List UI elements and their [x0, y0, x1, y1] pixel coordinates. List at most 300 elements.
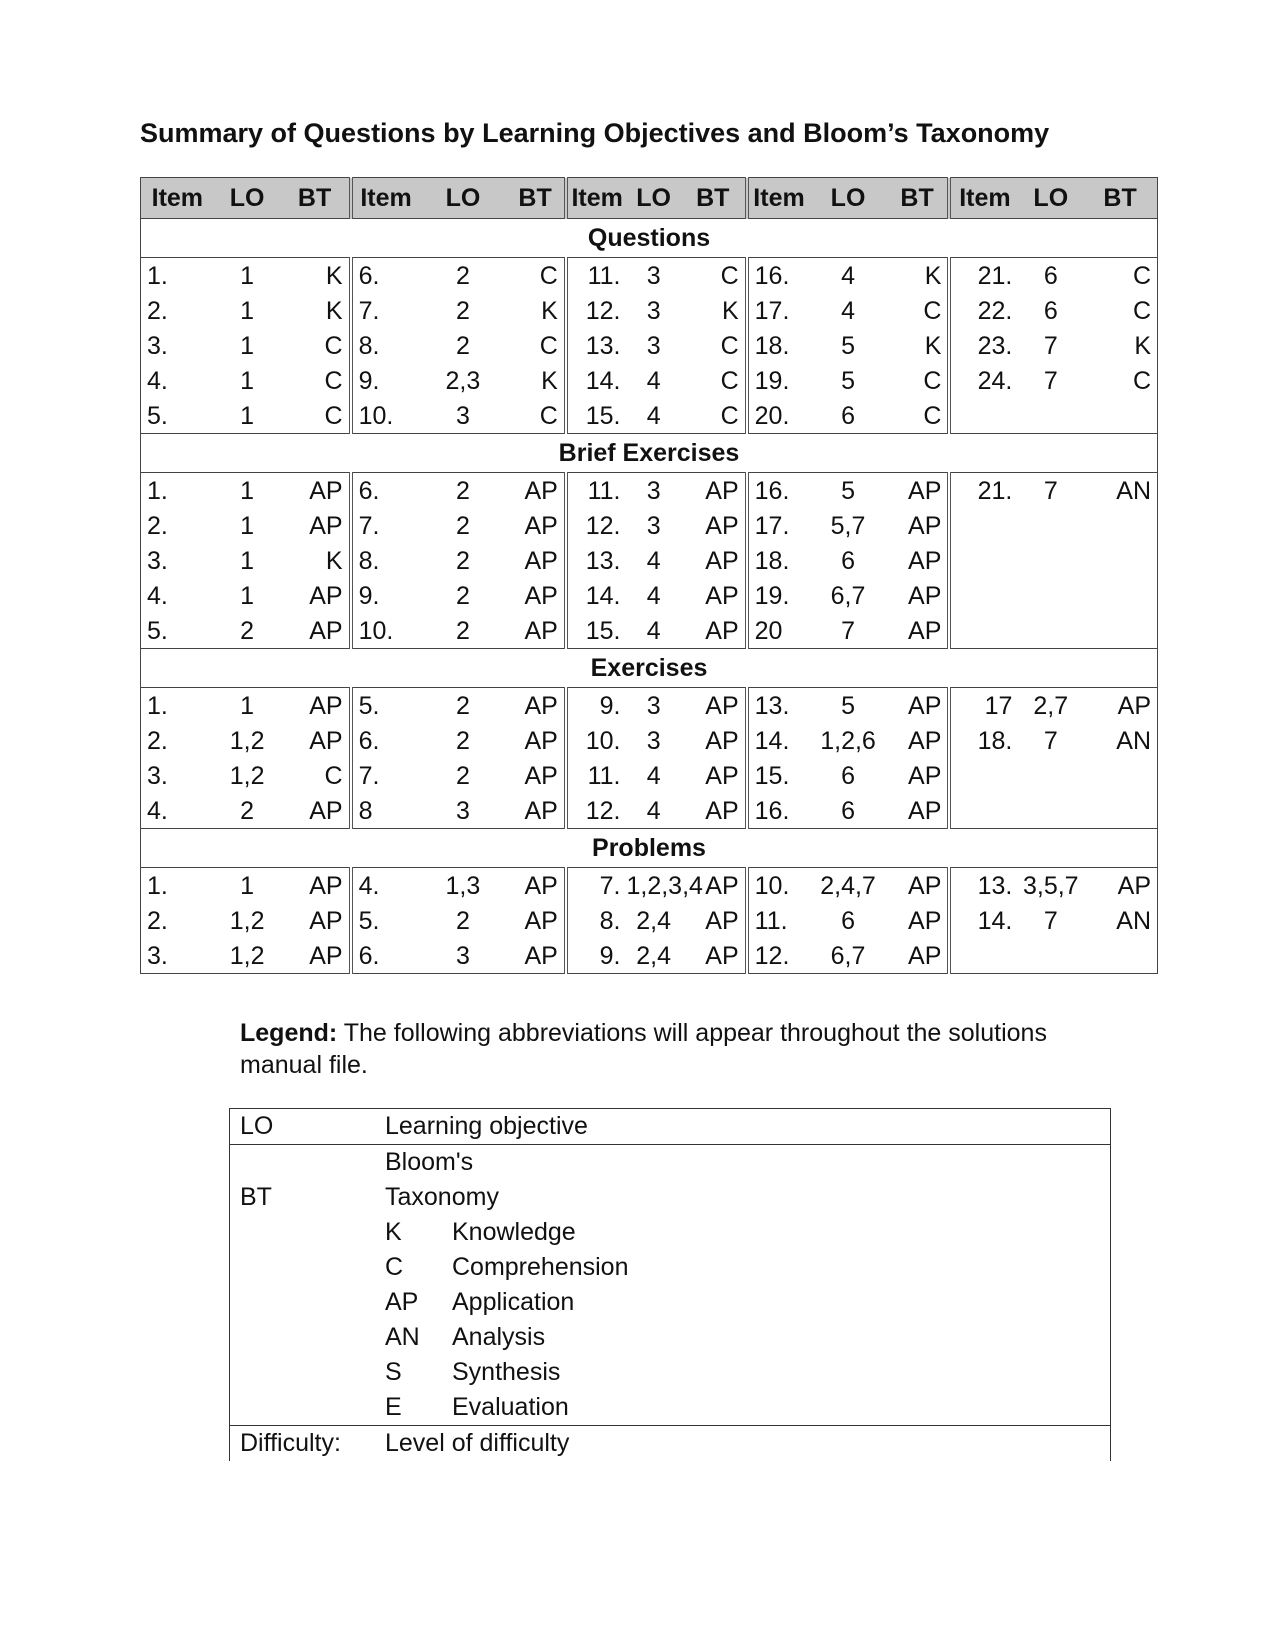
lo-cell: 5	[841, 691, 855, 720]
bt-cell: AP	[281, 473, 351, 509]
bt-cell: K	[1083, 328, 1157, 363]
item-cell: 17.	[754, 296, 790, 325]
legend-code-meaning: Knowledge	[452, 1218, 576, 1246]
bt-cell: C	[887, 363, 950, 398]
lo-cell: 1,2	[214, 938, 281, 974]
item-cell: 8.	[358, 546, 380, 575]
lo-cell: 6,7	[830, 581, 866, 610]
lo-cell: 2,3	[445, 366, 481, 395]
lo-cell: 1	[240, 581, 255, 610]
item-cell: 10.	[351, 613, 420, 649]
item-cell: 12.	[585, 511, 621, 540]
bt-cell: AP	[506, 508, 566, 543]
lo-cell: 4	[646, 366, 661, 395]
lo-cell: 2	[455, 761, 470, 790]
item-cell: 3.	[141, 938, 214, 974]
legend-table	[229, 1108, 1111, 1461]
lo-cell: 2	[455, 331, 470, 360]
item-cell: 12.	[566, 793, 627, 829]
item-cell: 16.	[754, 476, 790, 505]
summary-table	[140, 177, 1158, 974]
bt-cell: C	[1083, 363, 1157, 398]
lo-cell: 7	[1043, 331, 1058, 360]
item-cell: 3.	[141, 758, 214, 793]
item-cell: 6.	[351, 938, 420, 974]
lo-cell: 3	[420, 938, 507, 974]
bt-cell: C	[1083, 258, 1157, 294]
legend-code-row	[385, 1250, 1110, 1285]
column-header-item: Item	[747, 178, 810, 219]
bt-cell: AP	[281, 903, 351, 938]
item-cell: 8.	[358, 331, 380, 360]
item-cell: 2.	[141, 508, 214, 543]
column-header-item: Item	[949, 178, 1018, 219]
lo-cell: 7	[809, 613, 886, 649]
lo-cell: 2,7	[1033, 691, 1069, 720]
bt-cell: AP	[681, 578, 747, 613]
legend-code-meaning: Synthesis	[452, 1358, 561, 1386]
legend-colon: :	[328, 1019, 338, 1047]
item-cell: 6.	[358, 261, 380, 290]
bt-cell: AP	[681, 938, 747, 974]
lo-cell: 6	[809, 398, 886, 434]
item-cell: 11.	[587, 261, 621, 290]
lo-cell: 1	[240, 366, 255, 395]
legend-code-meaning: Evaluation	[452, 1393, 569, 1421]
lo-cell: 3	[646, 726, 661, 755]
section-title: Brief Exercises	[141, 434, 1158, 473]
item-cell: 3.	[141, 328, 214, 363]
lo-cell: 1,2	[229, 906, 265, 935]
item-cell	[949, 508, 1018, 543]
item-cell: 11.	[587, 761, 621, 790]
lo-cell: 6	[1043, 296, 1058, 325]
legend-definition-line: Level of difficulty	[385, 1429, 570, 1457]
lo-cell: 3	[646, 331, 661, 360]
table-row	[141, 868, 1158, 904]
lo-cell: 5	[841, 366, 855, 395]
legend-code: E	[385, 1393, 402, 1421]
lo-cell: 5	[841, 476, 855, 505]
lo-cell: 2	[455, 546, 470, 575]
lo-cell: 4	[646, 581, 661, 610]
item-cell: 14.	[585, 581, 621, 610]
item-cell: 18.	[977, 726, 1013, 755]
item-cell: 2.	[141, 293, 214, 328]
bt-cell: AP	[1083, 688, 1157, 724]
item-cell: 22.	[977, 296, 1013, 325]
bt-cell: AP	[681, 508, 747, 543]
bt-cell: AN	[1083, 903, 1157, 938]
bt-cell: AP	[887, 938, 950, 974]
legend-row	[230, 1425, 1110, 1461]
bt-cell: C	[681, 398, 747, 434]
lo-cell: 1,2,3,4	[626, 871, 703, 900]
bt-cell: K	[887, 328, 950, 363]
table-row	[141, 578, 1158, 613]
table-row	[141, 938, 1158, 974]
bt-cell: C	[681, 258, 747, 294]
item-cell: 15.	[566, 613, 627, 649]
bt-cell: AP	[887, 868, 950, 904]
legend-row	[230, 1144, 1110, 1425]
lo-cell: 6,7	[809, 938, 886, 974]
bt-cell: AP	[681, 723, 747, 758]
bt-cell: C	[681, 328, 747, 363]
item-cell: 1.	[141, 688, 214, 724]
bt-cell: K	[506, 293, 566, 328]
bt-cell: AP	[887, 508, 950, 543]
item-cell: 1.	[141, 258, 214, 294]
lo-cell: 4	[626, 398, 680, 434]
item-cell: 24.	[977, 366, 1013, 395]
lo-cell: 3,5,7	[1022, 871, 1079, 900]
bt-cell: AP	[681, 543, 747, 578]
legend-code: AN	[385, 1323, 420, 1351]
item-cell: 8	[351, 793, 420, 829]
item-cell: 9.	[599, 691, 621, 720]
bt-cell	[1083, 938, 1157, 974]
lo-cell: 6	[841, 761, 855, 790]
bt-cell: C	[281, 398, 351, 434]
lo-cell	[1018, 508, 1083, 543]
legend-code-meaning: Comprehension	[452, 1253, 629, 1281]
item-cell: 1.	[141, 473, 214, 509]
item-cell: 7.	[358, 761, 380, 790]
bt-cell: AN	[1083, 723, 1157, 758]
section-header-row	[141, 649, 1158, 688]
lo-cell: 4	[646, 761, 661, 790]
bt-cell: C	[506, 328, 566, 363]
table-row	[141, 793, 1158, 829]
lo-cell: 2	[455, 261, 470, 290]
legend-label: Legend	[240, 1019, 329, 1047]
item-cell	[949, 398, 1018, 434]
page-title: Summary of Questions by Learning Objectives and Bloom’s Taxonomy	[140, 118, 1050, 148]
item-cell: 2.	[141, 723, 214, 758]
bt-cell: K	[681, 293, 747, 328]
bt-cell: K	[281, 293, 351, 328]
item-cell: 11.	[754, 906, 788, 935]
bt-cell: C	[506, 258, 566, 294]
lo-cell: 7	[1043, 366, 1058, 395]
lo-cell	[1018, 938, 1083, 974]
lo-cell: 2,4	[626, 938, 680, 974]
legend-code: AP	[385, 1288, 419, 1316]
lo-cell: 3	[646, 296, 661, 325]
lo-cell: 2	[455, 691, 470, 720]
item-cell: 13.	[754, 691, 790, 720]
section-header-row	[141, 829, 1158, 868]
bt-cell: K	[506, 363, 566, 398]
item-cell: 13.	[977, 871, 1013, 900]
item-cell: 20	[747, 613, 810, 649]
bt-cell: AP	[887, 613, 950, 649]
lo-cell	[1018, 543, 1083, 578]
lo-cell: 1	[240, 261, 255, 290]
item-cell: 3.	[141, 543, 214, 578]
item-cell: 10.	[351, 398, 420, 434]
lo-cell: 4	[626, 793, 680, 829]
bt-cell: C	[887, 398, 950, 434]
item-cell	[949, 938, 1018, 974]
bt-cell: C	[281, 758, 351, 793]
lo-cell: 1,3	[445, 871, 481, 900]
lo-cell: 3	[646, 476, 661, 505]
table-row	[141, 903, 1158, 938]
column-header-lo: LO	[626, 178, 680, 219]
lo-cell: 7	[1043, 476, 1058, 505]
bt-cell: AP	[281, 688, 351, 724]
lo-cell	[1018, 613, 1083, 649]
legend-code-row	[385, 1355, 1110, 1390]
legend-code-row	[385, 1320, 1110, 1355]
item-cell: 12.	[747, 938, 810, 974]
lo-cell: 6	[841, 546, 855, 575]
item-cell: 21.	[977, 261, 1013, 290]
bt-cell: AP	[506, 613, 566, 649]
item-cell: 9.	[358, 366, 380, 395]
column-header-lo: LO	[420, 178, 507, 219]
item-cell: 16.	[747, 793, 810, 829]
item-cell	[949, 578, 1018, 613]
lo-cell: 1,2	[229, 726, 265, 755]
table-row	[141, 723, 1158, 758]
lo-cell: 4	[646, 546, 661, 575]
legend-code-row	[385, 1390, 1110, 1425]
lo-cell	[1018, 398, 1083, 434]
item-cell: 14.	[977, 906, 1013, 935]
lo-cell: 1	[240, 691, 255, 720]
lo-cell: 3	[420, 793, 507, 829]
lo-cell: 2,4,7	[820, 871, 876, 900]
legend-term	[230, 1426, 385, 1461]
lo-cell: 1	[214, 398, 281, 434]
item-cell: 15.	[754, 761, 790, 790]
legend-term	[230, 1145, 385, 1425]
column-header-bt: BT	[681, 178, 747, 219]
item-cell: 7.	[599, 871, 621, 900]
section-title: Problems	[141, 829, 1158, 868]
bt-cell: AP	[887, 473, 950, 509]
item-cell: 10.	[585, 726, 621, 755]
lo-cell: 3	[646, 691, 661, 720]
bt-cell: AP	[887, 543, 950, 578]
bt-cell: AP	[887, 793, 950, 829]
item-cell	[949, 543, 1018, 578]
bt-cell: AP	[681, 758, 747, 793]
lo-cell: 4	[841, 261, 855, 290]
legend-term	[230, 1109, 385, 1144]
lo-cell	[1018, 758, 1083, 793]
lo-cell	[1018, 793, 1083, 829]
item-cell: 5.	[141, 613, 214, 649]
column-header-item: Item	[566, 178, 627, 219]
legend-definition	[385, 1145, 1110, 1425]
bt-cell: AP	[506, 688, 566, 724]
item-cell: 7.	[358, 296, 380, 325]
bt-cell	[1083, 543, 1157, 578]
lo-cell: 2,4	[636, 906, 672, 935]
bt-cell: AP	[506, 758, 566, 793]
bt-cell: C	[681, 363, 747, 398]
column-header-lo: LO	[809, 178, 886, 219]
bt-cell: AP	[887, 903, 950, 938]
header-row	[141, 178, 1158, 219]
section-title: Questions	[141, 219, 1158, 258]
lo-cell: 4	[626, 613, 680, 649]
bt-cell: AP	[506, 868, 566, 904]
item-cell: 23.	[977, 331, 1013, 360]
table-row	[141, 758, 1158, 793]
bt-cell: C	[281, 328, 351, 363]
item-cell: 19.	[754, 366, 790, 395]
legend-definition	[385, 1109, 1110, 1144]
lo-cell: 1	[240, 331, 255, 360]
bt-cell	[1083, 508, 1157, 543]
table-row	[141, 613, 1158, 649]
lo-cell: 1,2	[229, 761, 265, 790]
legend-code-meaning: Analysis	[452, 1323, 546, 1351]
lo-cell: 3	[646, 261, 661, 290]
bt-cell: AP	[506, 578, 566, 613]
lo-cell: 1	[240, 511, 255, 540]
item-cell: 5.	[358, 691, 380, 720]
item-cell	[949, 613, 1018, 649]
bt-cell	[1083, 793, 1157, 829]
table-row	[141, 688, 1158, 724]
lo-cell: 5	[841, 331, 855, 360]
item-cell	[949, 793, 1018, 829]
item-cell: 5.	[141, 398, 214, 434]
legend-term-text: BT	[240, 1183, 272, 1211]
bt-cell: AP	[681, 473, 747, 509]
item-cell: 4.	[141, 793, 214, 829]
bt-cell: C	[281, 363, 351, 398]
lo-cell: 6	[1043, 261, 1058, 290]
item-cell: 9.	[358, 581, 380, 610]
item-cell: 15.	[566, 398, 627, 434]
item-cell: 9.	[566, 938, 627, 974]
legend-paragraph	[240, 1017, 1120, 1081]
legend-definition	[385, 1426, 1110, 1461]
bt-cell: AP	[887, 758, 950, 793]
item-cell: 17	[984, 691, 1013, 720]
bt-cell: AP	[281, 508, 351, 543]
legend-term-text: LO	[240, 1112, 274, 1140]
item-cell: 5.	[358, 906, 380, 935]
bt-cell: C	[1083, 293, 1157, 328]
bt-cell: AP	[887, 723, 950, 758]
bt-cell: AP	[681, 793, 747, 829]
legend-code: S	[385, 1358, 402, 1386]
column-header-lo: LO	[214, 178, 281, 219]
legend-definition-line: Bloom's	[385, 1148, 474, 1176]
bt-cell: C	[887, 293, 950, 328]
section-title: Exercises	[141, 649, 1158, 688]
lo-cell: 5,7	[830, 511, 866, 540]
lo-cell: 2	[455, 906, 470, 935]
table-row	[141, 363, 1158, 398]
bt-cell: AP	[281, 723, 351, 758]
bt-cell: AN	[1083, 473, 1157, 509]
lo-cell: 1	[240, 296, 255, 325]
lo-cell: 2	[455, 476, 470, 505]
column-header-bt: BT	[281, 178, 351, 219]
bt-cell: AP	[506, 473, 566, 509]
bt-cell	[1083, 398, 1157, 434]
bt-cell: AP	[281, 613, 351, 649]
section-header-row	[141, 219, 1158, 258]
lo-cell: 3	[646, 511, 661, 540]
lo-cell: 3	[420, 398, 507, 434]
lo-cell: 2	[455, 581, 470, 610]
bt-cell: AP	[681, 903, 747, 938]
bt-cell: AP	[281, 938, 351, 974]
lo-cell: 6	[809, 793, 886, 829]
bt-cell: K	[887, 258, 950, 294]
bt-cell	[1083, 758, 1157, 793]
bt-cell	[1083, 613, 1157, 649]
item-cell: 16.	[754, 261, 790, 290]
item-cell: 19.	[754, 581, 790, 610]
column-header-bt: BT	[506, 178, 566, 219]
item-cell: 2.	[141, 903, 214, 938]
lo-cell	[1018, 578, 1083, 613]
column-header-item: Item	[351, 178, 420, 219]
lo-cell: 2	[214, 613, 281, 649]
lo-cell: 2	[214, 793, 281, 829]
bt-cell: AP	[506, 543, 566, 578]
bt-cell: AP	[681, 868, 747, 904]
legend-definition-line: Taxonomy	[385, 1183, 499, 1211]
item-cell: 6.	[358, 476, 380, 505]
table-row	[141, 398, 1158, 434]
item-cell: 18.	[754, 331, 790, 360]
lo-cell: 7	[1043, 906, 1058, 935]
bt-cell: AP	[681, 613, 747, 649]
item-cell: 12.	[585, 296, 621, 325]
item-cell: 17.	[754, 511, 790, 540]
lo-cell: 1	[240, 476, 255, 505]
legend-row	[230, 1109, 1110, 1144]
bt-cell: K	[281, 258, 351, 294]
item-cell: 13.	[585, 546, 621, 575]
bt-cell: AP	[506, 723, 566, 758]
legend-code: K	[385, 1218, 402, 1246]
lo-cell: 1	[240, 546, 255, 575]
bt-cell: AP	[281, 868, 351, 904]
lo-cell: 2	[455, 296, 470, 325]
item-cell: 11.	[587, 476, 621, 505]
legend-description: The following abbreviations will appear throughout the solutions manual file.	[240, 1019, 1047, 1079]
column-header-lo: LO	[1018, 178, 1083, 219]
legend-definition-line: Learning objective	[385, 1112, 588, 1140]
bt-cell: AP	[506, 793, 566, 829]
legend-code-row	[385, 1215, 1110, 1250]
bt-cell: AP	[681, 688, 747, 724]
bt-cell: AP	[281, 793, 351, 829]
column-header-bt: BT	[887, 178, 950, 219]
item-cell: 8.	[599, 906, 621, 935]
table-row	[141, 258, 1158, 294]
item-cell: 14.	[754, 726, 790, 755]
item-cell: 7.	[358, 511, 380, 540]
item-cell: 4.	[358, 871, 380, 900]
item-cell: 20.	[747, 398, 810, 434]
lo-cell: 2	[455, 511, 470, 540]
bt-cell: AP	[506, 938, 566, 974]
